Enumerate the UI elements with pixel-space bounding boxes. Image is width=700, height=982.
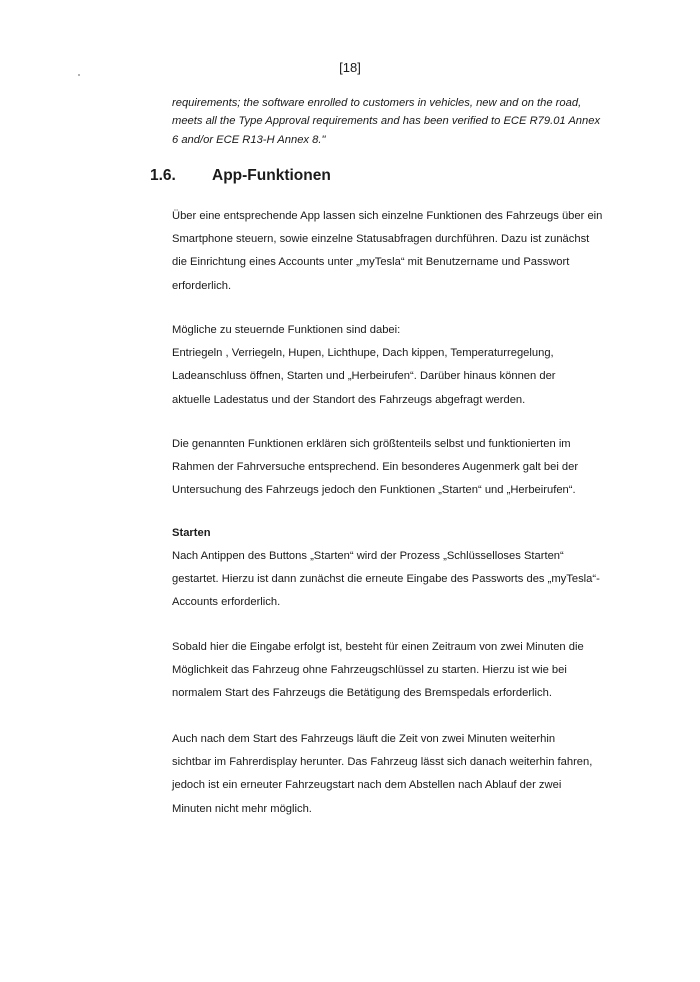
text-line: jedoch ist ein erneuter Fahrzeugstart nach dem Abstellen nach Ablauf der zwei	[172, 779, 562, 792]
text-line: normalem Start des Fahrzeugs die Betätigung des Bremspedals erforderlich.	[172, 687, 552, 700]
text-line: Möglichkeit das Fahrzeug ohne Fahrzeugschlüssel zu starten. Hierzu ist wie bei	[172, 664, 567, 677]
text-line: Entriegeln , Verriegeln, Hupen, Lichthupe, Dach kippen, Temperaturregelung,	[172, 347, 554, 360]
text-line: Auch nach dem Start des Fahrzeugs läuft die Zeit von zwei Minuten weiterhin	[172, 733, 556, 745]
text-line: Rahmen der Fahrversuche entsprechend. Ein besonderes Augenmerk galt bei der	[172, 461, 579, 474]
quoted-requirements	[172, 94, 622, 149]
paragraph-start-window	[172, 636, 622, 706]
text-line: Über eine entsprechende App lassen sich einzelne Funktionen des Fahrzeugs über ein	[172, 210, 603, 222]
quote-line: 6 and/or ECE R13-H Annex 8."	[172, 133, 326, 146]
section-title: App-Funktionen	[212, 167, 331, 184]
subheading-starten: Starten	[172, 527, 211, 539]
paragraph-functions-list	[172, 319, 622, 412]
text-line: gestartet. Hierzu ist dann zunächst die erneute Eingabe des Passworts des „myTesla“-	[172, 573, 600, 586]
page-number: [18]	[339, 60, 361, 75]
text-line: Smartphone steuern, sowie einzelne Statusabfragen durchführen. Dazu ist zunächst	[172, 233, 590, 246]
paragraph-countdown	[172, 728, 622, 821]
quote-line: meets all the Type Approval requirements and has been verified to ECE R79.01 Annex	[172, 115, 601, 128]
text-line: Mögliche zu steuernde Funktionen sind dabei:	[172, 324, 401, 336]
text-line: Accounts erforderlich.	[172, 596, 281, 609]
text-line: sichtbar im Fahrerdisplay herunter. Das Fahrzeug lässt sich danach weiterhin fahren,	[172, 756, 593, 769]
text-line: Untersuchung des Fahrzeugs jedoch den Funktionen „Starten“ und „Herbeirufen“.	[172, 484, 576, 497]
quote-line: requirements; the software enrolled to customers in vehicles, new and on the road,	[172, 97, 582, 109]
text-line: Sobald hier die Eingabe erfolgt ist, besteht für einen Zeitraum von zwei Minuten die	[172, 641, 584, 653]
section-number: 1.6.	[150, 167, 176, 184]
text-line: erforderlich.	[172, 279, 232, 292]
paragraph-functions-evaluation	[172, 433, 622, 503]
text-line: Nach Antippen des Buttons „Starten“ wird der Prozess „Schlüsselloses Starten“	[172, 550, 564, 562]
text-line: aktuelle Ladestatus und der Standort des Fahrzeugs abgefragt werden.	[172, 393, 526, 406]
paragraph-start-process	[172, 545, 622, 615]
text-line: Minuten nicht mehr möglich.	[172, 802, 312, 815]
text-line: die Einrichtung eines Accounts unter „myTesla“ mit Benutzername und Passwort	[172, 256, 570, 269]
text-line: Die genannten Funktionen erklären sich größtenteils selbst und funktionierten im	[172, 438, 571, 450]
paragraph-app-intro	[172, 205, 622, 298]
text-line: Ladeanschluss öffnen, Starten und „Herbeirufen“. Darüber hinaus können der	[172, 370, 556, 383]
